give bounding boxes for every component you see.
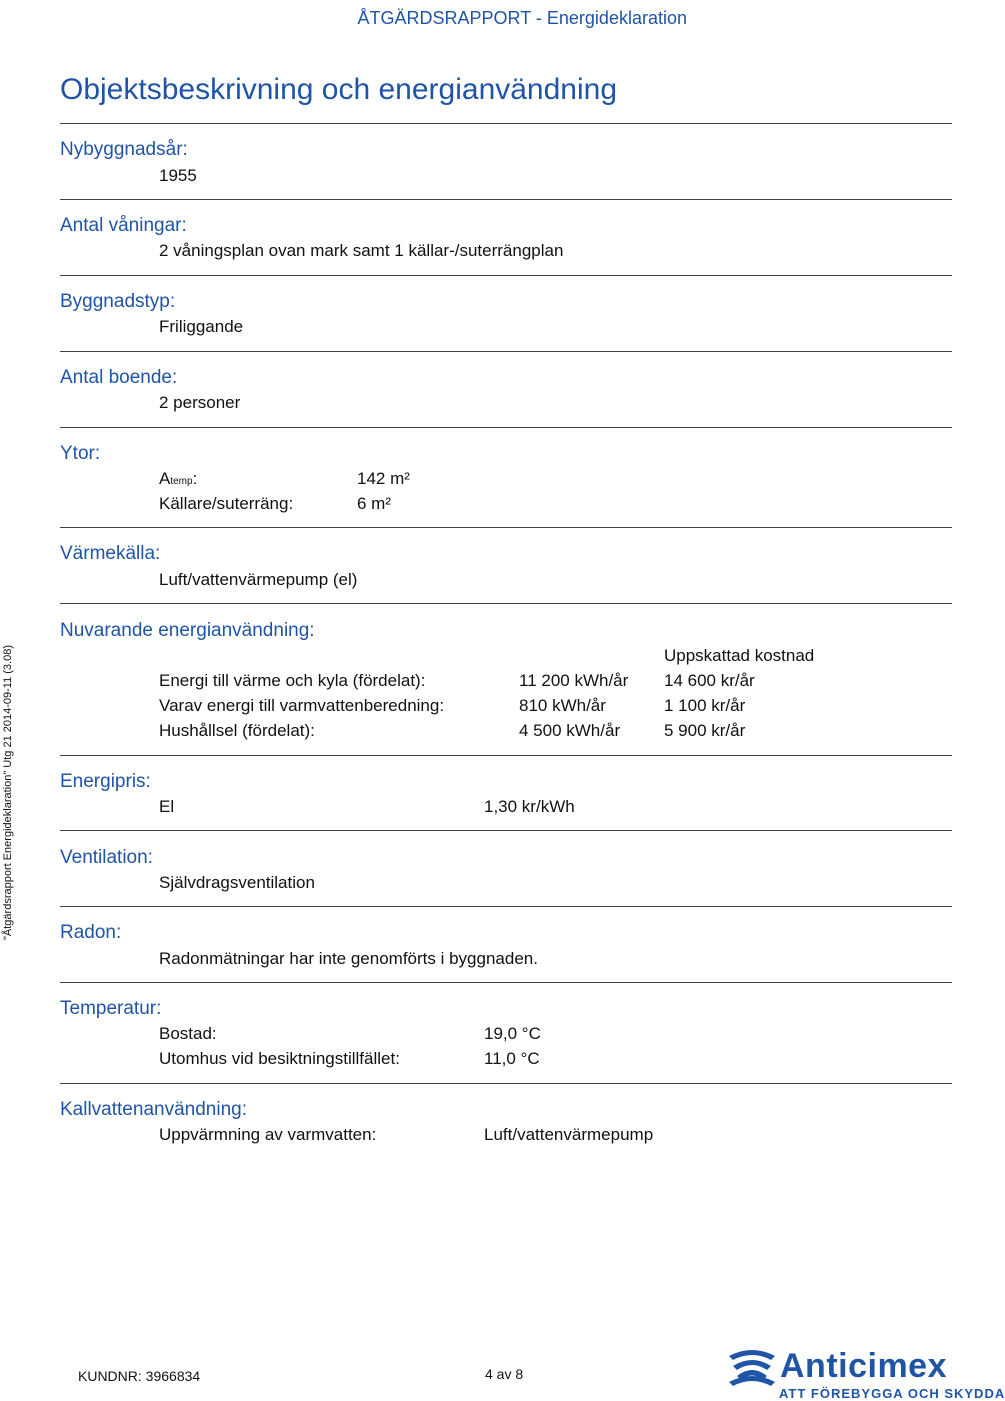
atemp-subscript: temp	[170, 476, 193, 487]
divider	[60, 906, 952, 907]
estimated-cost-header: Uppskattad kostnad	[664, 646, 815, 665]
anticimex-logo-icon	[727, 1346, 777, 1392]
atemp-colon: :	[192, 469, 198, 488]
divider	[60, 275, 952, 276]
indoor-temp-label: Bostad:	[159, 1024, 217, 1043]
ventilation-value: Självdragsventilation	[159, 873, 315, 892]
divider	[60, 199, 952, 200]
report-header: ÅTGÄRDSRAPPORT - Energideklaration	[357, 8, 687, 28]
areas-label: Ytor:	[60, 443, 101, 464]
logo-tagline: ATT FÖREBYGGA OCH SKYDDA	[779, 1386, 1005, 1401]
floors-label: Antal våningar:	[60, 215, 187, 236]
building-type-label: Byggnadstyp:	[60, 291, 176, 312]
energy-use-label: Nuvarande energianvändning:	[60, 620, 315, 641]
energy-row-energy: 11 200 kWh/år	[519, 671, 629, 690]
cold-water-label: Kallvattenanvändning:	[60, 1099, 247, 1120]
divider	[60, 830, 952, 831]
indoor-temp-value: 19,0 °C	[484, 1024, 541, 1043]
divider	[60, 427, 952, 428]
ventilation-label: Ventilation:	[60, 847, 153, 868]
temperature-label: Temperatur:	[60, 998, 162, 1019]
page-number: 4 av 8	[485, 1366, 524, 1382]
outdoor-temp-value: 11,0 °C	[484, 1049, 540, 1068]
divider	[60, 982, 952, 983]
divider	[60, 755, 952, 756]
energy-row-cost: 1 100 kr/år	[664, 696, 746, 715]
heat-source-label: Värmekälla:	[60, 543, 161, 564]
energy-price-value: 1,30 kr/kWh	[484, 797, 575, 816]
hot-water-heating-label: Uppvärmning av varmvatten:	[159, 1125, 377, 1144]
construction-year-value: 1955	[159, 166, 197, 185]
energy-row-cost: 5 900 kr/år	[664, 721, 746, 740]
construction-year-label: Nybyggnadsår:	[60, 139, 188, 160]
building-type-value: Friliggande	[159, 317, 244, 336]
energy-row-cost: 14 600 kr/år	[664, 671, 755, 690]
energy-row-name: Varav energi till varmvattenberedning:	[159, 696, 445, 715]
atemp-label	[159, 469, 197, 489]
side-edition-text: "Åtgärdsrapport Energideklaration" Utg 21 2014-09-11 (3.08)	[2, 644, 14, 940]
atemp-main: A	[159, 469, 171, 488]
energy-price-label: Energipris:	[60, 771, 151, 792]
residents-label: Antal boende:	[60, 367, 178, 388]
heat-source-value: Luft/vattenvärmepump (el)	[159, 570, 358, 589]
energy-row-energy: 810 kWh/år	[519, 696, 606, 715]
energy-price-type: El	[159, 797, 175, 816]
energy-row-name: Energi till värme och kyla (fördelat):	[159, 671, 426, 690]
radon-value: Radonmätningar har inte genomförts i byggnaden.	[159, 949, 538, 968]
energy-row-name: Hushållsel (fördelat):	[159, 721, 315, 740]
outdoor-temp-label: Utomhus vid besiktningstillfället:	[159, 1049, 400, 1068]
floors-value: 2 våningsplan ovan mark samt 1 källar-/suterrängplan	[159, 241, 564, 260]
divider	[60, 351, 952, 352]
basement-label: Källare/suterräng:	[159, 494, 294, 513]
page-title: Objektsbeskrivning och energianvändning	[60, 73, 618, 106]
radon-label: Radon:	[60, 922, 122, 943]
divider	[60, 603, 952, 604]
divider	[60, 123, 952, 124]
residents-value: 2 personer	[159, 393, 241, 412]
anticimex-logo	[727, 1346, 777, 1397]
energy-row-energy: 4 500 kWh/år	[519, 721, 621, 740]
divider	[60, 527, 952, 528]
basement-value: 6 m²	[357, 494, 391, 513]
atemp-value: 142 m²	[357, 469, 410, 488]
logo-name: Anticimex	[780, 1347, 947, 1385]
hot-water-heating-value: Luft/vattenvärmepump	[484, 1125, 654, 1144]
divider	[60, 1083, 952, 1084]
customer-number: KUNDNR: 3966834	[78, 1368, 201, 1384]
